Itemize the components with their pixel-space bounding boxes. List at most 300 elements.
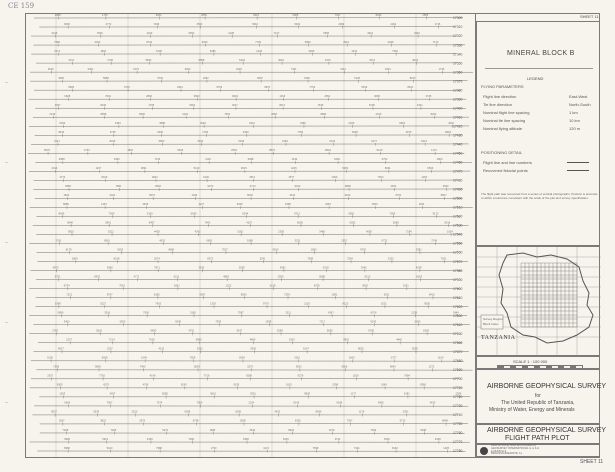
fiducial-label: 4581	[279, 266, 286, 270]
fiducial-label: 4870	[52, 266, 59, 270]
fiducial-label: 4208	[415, 266, 422, 270]
fiducial-label: 8110	[249, 122, 255, 126]
fiducial-label: 9281	[200, 122, 206, 126]
legend-divider	[485, 68, 593, 69]
fiducial-label: 8927	[58, 347, 64, 351]
fiducial-label: 1510	[291, 158, 298, 162]
fiducial-label: 6715	[124, 85, 130, 89]
fiducial-label: 9713	[399, 419, 406, 423]
fiducial-label: 8926	[288, 428, 295, 432]
fiducial-label: 8410	[428, 293, 435, 297]
fiducial-label: 4577	[288, 176, 295, 180]
fiducial-label: 7574	[156, 401, 163, 405]
fiducial-label: 3480	[319, 230, 325, 234]
fiducial-label: 9920	[67, 230, 74, 234]
fiducial-label: 7362	[392, 49, 398, 53]
flight-line-number: 17550	[453, 241, 463, 246]
fiducial-label: 4164	[390, 22, 397, 26]
fiducial-label: 7308	[62, 428, 69, 432]
fiducial-label: 4215	[290, 167, 297, 171]
flight-line-number: 17780	[453, 449, 463, 454]
fiducial-label: 4891	[127, 149, 134, 153]
fiducial-label: 8434	[58, 131, 65, 135]
fiducial-label: 7091	[119, 284, 125, 288]
fiducial-label: 7900	[143, 311, 149, 315]
fiducial-label: 2537	[47, 374, 54, 378]
fiducial-label: 3822	[100, 419, 107, 423]
fiducial-label: 5358	[243, 437, 249, 441]
fiducial-label: 5676	[149, 194, 155, 198]
fiducial-label: 8432	[94, 275, 101, 279]
fiducial-label: 1000	[331, 176, 338, 180]
fiducial-label: 3231	[294, 239, 301, 243]
fiducial-label: 8198	[113, 257, 120, 261]
fiducial-label: 2746	[431, 239, 438, 243]
flight-line-number: 17400	[453, 106, 463, 111]
fiducial-label: 3160	[344, 194, 351, 198]
fiducial-label: 6243	[180, 383, 187, 387]
legend-box	[476, 21, 600, 246]
fiducial-label: 7393	[215, 320, 222, 324]
fiducial-label: 3068	[271, 113, 277, 117]
fiducial-label: 3841	[105, 221, 111, 225]
fiducial-label: 7842	[204, 221, 211, 225]
fiducial-label: 1127	[198, 203, 204, 207]
fiducial-label: 9168	[336, 401, 343, 405]
fiducial-label: 6889	[62, 203, 69, 207]
fiducial-label: 9828	[304, 392, 310, 396]
fiducial-label: 3636	[198, 266, 205, 270]
fiducial-label: 8114	[412, 58, 419, 62]
fiducial-label: 2257	[106, 347, 113, 351]
fiducial-label: 6028	[296, 221, 303, 225]
fiducial-label: 7698	[312, 446, 319, 450]
fiducial-label: 9101	[416, 104, 423, 108]
fiducial-label: 5164	[197, 140, 204, 144]
legend-line-symbol	[567, 162, 589, 163]
fiducial-label: 4149	[149, 374, 156, 378]
fiducial-label: 2261	[402, 284, 409, 288]
fiducial-label: 7340	[108, 212, 115, 216]
fiducial-label: 5227	[100, 302, 107, 306]
fiducial-label: 1238	[411, 311, 418, 315]
fiducial-label: 3270	[247, 365, 253, 369]
fiducial-label: 7957	[106, 401, 113, 405]
fiducial-label: 2186	[348, 122, 355, 126]
fiducial-label: 2679	[139, 419, 146, 423]
fiducial-label: 5289	[277, 329, 283, 333]
fiducial-label: 3974	[279, 104, 285, 108]
fiducial-label: 3116	[294, 356, 300, 360]
fiducial-label: 6124	[329, 140, 336, 144]
fiducial-label: 3446	[453, 311, 459, 315]
title-line-2: for	[535, 393, 541, 399]
fiducial-label: 2517	[68, 58, 75, 62]
fiducial-label: 7221	[66, 293, 73, 297]
fiducial-label: 8851	[343, 338, 350, 342]
fiducial-label: 3184	[281, 140, 288, 144]
fiducial-label: 9156	[304, 76, 310, 80]
fiducial-label: 2125	[256, 49, 263, 53]
fiducial-label: 2812	[151, 176, 158, 180]
fiducial-label: 9585	[195, 338, 202, 342]
inset-caption-2: Block Index	[483, 322, 499, 326]
fiducial-label: 1615	[285, 383, 292, 387]
fiducial-label: 4440	[396, 338, 402, 342]
fiducial-label: 1222	[225, 284, 232, 288]
fiducial-label: 1794	[83, 149, 90, 153]
fiducial-label: 5010	[252, 22, 259, 26]
fiducial-label: 6536	[427, 167, 434, 171]
fiducial-label: 9550	[424, 302, 430, 306]
fiducial-label: 8941	[407, 85, 414, 89]
fiducial-label: 2509	[277, 275, 284, 279]
fiducial-label: 2936	[387, 40, 394, 44]
fiducial-label: 4107	[246, 221, 253, 225]
fiducial-label: 2014	[51, 167, 58, 171]
fiducial-label: 4279	[103, 383, 109, 387]
fiducial-label: 3484	[114, 122, 121, 126]
fiducial-label: 6358	[184, 410, 191, 414]
fiducial-label: 5862	[158, 140, 165, 144]
fiducial-label: 9152	[294, 185, 301, 189]
fiducial-label: 2074	[154, 257, 160, 261]
fiducial-label: 6928	[64, 94, 71, 98]
fiducial-label: 3095	[374, 94, 381, 98]
fiducial-label: 6426	[51, 31, 58, 35]
fiducial-label: 9922	[295, 365, 302, 369]
fiducial-label: 9373	[207, 185, 214, 189]
fiducial-label: 5620	[96, 329, 102, 333]
fiducial-label: 7523	[377, 176, 384, 180]
fiducial-label: 7591	[224, 113, 231, 117]
fiducial-label: 4858	[65, 185, 71, 189]
fiducial-label: 3046	[360, 266, 367, 270]
fiducial-label: 6147	[303, 347, 309, 351]
fiducial-label: 1260	[421, 176, 428, 180]
fiducial-label: 9712	[294, 212, 300, 216]
fiducial-label: 5231	[380, 302, 387, 306]
legend-row-value: 120 m	[569, 126, 581, 131]
legend-section-positioning: POSITIONING DETAIL	[481, 150, 523, 155]
fiducial-label: 4568	[168, 248, 175, 252]
fiducial-label: 5140	[193, 167, 200, 171]
fiducial-label: 6957	[257, 76, 263, 80]
fiducial-label: 5301	[87, 67, 94, 71]
fiducial-label: 5300	[250, 347, 257, 351]
fiducial-label: 7959	[196, 401, 203, 405]
fiducial-label: 9005	[56, 383, 63, 387]
legend-heading: LEGEND	[527, 76, 544, 81]
fiducial-label: 3888	[159, 122, 166, 126]
flight-line-number: 17360	[453, 70, 463, 75]
fiducial-label: 4633	[429, 401, 436, 405]
fiducial-label: 6286	[209, 49, 216, 53]
flight-line-number: 17500	[453, 196, 463, 201]
fiducial-label: 8986	[64, 446, 70, 450]
fiducial-label: 4059	[365, 230, 372, 234]
surveyor-logo-icon	[480, 447, 488, 455]
fiducial-label: 8707	[106, 293, 113, 297]
fiducial-label: 2533	[196, 22, 203, 26]
fiducial-label: 5990	[304, 40, 311, 44]
fiducial-label: 1597	[341, 239, 348, 243]
fiducial-label: 8596	[315, 410, 322, 414]
fiducial-label: 7021	[440, 257, 447, 261]
fiducial-label: 6490	[157, 131, 164, 135]
fiducial-label: 3713	[249, 185, 256, 189]
fiducial-label: 8457	[148, 221, 155, 225]
fiducial-label: 5136	[47, 356, 53, 360]
flight-line-number: 17420	[453, 124, 463, 129]
fiducial-label: 1177	[350, 392, 357, 396]
fiducial-label: 1075	[133, 67, 139, 71]
fiducial-label: 1685	[209, 428, 216, 432]
legend-note-1: The flight path was recovered from a series of vertical photographs. Position is accurate	[481, 192, 598, 196]
fiducial-label: 1833	[371, 203, 378, 207]
fiducial-label: 6916	[253, 14, 259, 17]
fiducial-label: 8993	[445, 131, 451, 135]
fiducial-label: 1303	[210, 302, 216, 306]
fiducial-label: 5339	[93, 410, 100, 414]
fiducial-label: 7784	[297, 131, 304, 135]
fiducial-label: 9809	[95, 365, 101, 369]
fiducial-label: 7347	[346, 419, 353, 423]
fiducial-label: 9634	[232, 94, 238, 98]
fiducial-label: 1173	[431, 149, 437, 153]
fiducial-label: 6190	[146, 437, 153, 441]
fiducial-label: 3164	[289, 194, 296, 198]
fiducial-label: 8019	[101, 176, 108, 180]
fiducial-label: 4632	[159, 239, 166, 243]
fiducial-label: 6790	[368, 329, 375, 333]
fiducial-label: 6498	[284, 203, 291, 207]
flight-line-number: 17590	[453, 277, 463, 282]
fiducial-label: 7792	[99, 374, 105, 378]
side-panel	[475, 14, 607, 457]
fiducial-label: 1716	[434, 22, 441, 26]
fiducial-label: 5692	[414, 320, 421, 324]
flight-lines-svg	[26, 14, 475, 457]
fiducial-label: 1545	[317, 104, 324, 108]
margin-tick-1: –	[5, 80, 9, 86]
fiducial-label: 1640	[348, 356, 355, 360]
fiducial-label: 4949	[414, 31, 420, 35]
fiducial-label: 4865	[223, 275, 229, 279]
fiducial-label: 9015	[240, 167, 247, 171]
legend-line-symbol	[567, 170, 589, 171]
fiducial-label: 8031	[384, 167, 391, 171]
fiducial-label: 5752	[381, 158, 388, 162]
flight-line-number: 17320	[453, 34, 463, 39]
flight-line-number: 17760	[453, 431, 463, 436]
fiducial-label: 7434	[353, 446, 360, 450]
fiducial-label: 9321	[383, 293, 390, 297]
fiducial-label: 9692	[155, 185, 161, 189]
fiducial-label: 3247	[236, 329, 243, 333]
fiducial-label: 2800	[146, 94, 153, 98]
fiducial-label: 4970	[405, 131, 412, 135]
fiducial-label: 2202	[387, 257, 394, 261]
flight-line-number: 17720	[453, 395, 463, 400]
inset-map-box	[476, 246, 600, 356]
fiducial-label: 3486	[299, 122, 306, 126]
margin-tick-5: –	[5, 400, 9, 406]
fiducial-label: 6574	[370, 311, 377, 315]
fiducial-label: 1929	[203, 176, 209, 180]
handwritten-catalog-note: CE 159	[8, 2, 35, 10]
fiducial-label: 2809	[239, 419, 246, 423]
fiducial-label: 4421	[109, 194, 116, 198]
fiducial-label: 4751	[188, 329, 195, 333]
fiducial-label: 4943	[367, 31, 373, 35]
flight-line-number: 17750	[453, 422, 463, 427]
fiducial-label: 5486	[292, 14, 299, 17]
fiducial-label: 7490	[139, 365, 146, 369]
fiducial-label: 2654	[324, 94, 331, 98]
flight-line-number: 17670	[453, 349, 463, 354]
fiducial-label: 5052	[188, 31, 195, 35]
fiducial-label: 5125	[354, 76, 361, 80]
fiducial-label: 3060	[348, 212, 355, 216]
fiducial-label: 2763	[52, 329, 58, 333]
legend-row-value: 10 km	[569, 118, 580, 123]
margin-tick-2: –	[5, 160, 9, 166]
legend-section-flying: FLYING PARAMETERS	[481, 84, 524, 89]
fiducial-label: 8646	[390, 365, 396, 369]
flight-line-number: 17740	[453, 413, 463, 418]
legend-row-label: Nominal flying altitude	[483, 126, 523, 131]
fiducial-label: 6575	[44, 149, 50, 153]
fiducial-label: 1063	[59, 392, 66, 396]
scale-box	[476, 356, 600, 369]
fiducial-label: 7626	[148, 338, 155, 342]
fiducial-label: 4403	[153, 230, 160, 234]
fiducial-label: 2585	[422, 14, 429, 17]
fiducial-label: 8556	[240, 293, 247, 297]
fiducial-label: 6052	[349, 221, 356, 225]
margin-tick-3: –	[5, 240, 9, 246]
flight-line-number: 17310	[453, 25, 463, 30]
fiducial-label: 5986	[106, 266, 113, 270]
flight-path-plot	[26, 14, 475, 457]
fiducial-label: 4450	[390, 185, 397, 189]
fiducial-label: 7603	[155, 302, 162, 306]
fiducial-label: 5315	[102, 437, 109, 441]
fiducial-label: 6218	[269, 284, 276, 288]
plot-title-line-1: AIRBORNE GEOPHYSICAL SURVEY	[487, 427, 607, 434]
fiducial-label: 1045	[141, 356, 147, 360]
fiducial-label: 1869	[71, 257, 78, 261]
fiducial-label: 7047	[334, 14, 341, 17]
fiducial-label: 4002	[448, 122, 455, 126]
fiducial-label: 4039	[236, 67, 242, 71]
flight-line-number: 17730	[453, 404, 463, 409]
fiducial-label: 1804	[100, 49, 107, 53]
fiducial-label: 1862	[310, 248, 317, 252]
fiducial-label: 2145	[49, 113, 56, 117]
fiducial-label: 5105	[368, 104, 375, 108]
fiducial-label: 7214	[108, 338, 115, 342]
fiducial-label: 6211	[173, 275, 180, 279]
flight-line-number: 17410	[453, 115, 463, 120]
fiducial-label: 4955	[58, 76, 65, 80]
margin-tick-4: –	[5, 320, 9, 326]
legend-row-label: Recovered fiducial points	[483, 168, 528, 173]
fiducial-label: 1891	[331, 293, 338, 297]
legend-row-value: 1 km	[569, 110, 578, 115]
fiducial-label: 3649	[142, 203, 149, 207]
fiducial-label: 2694	[238, 356, 245, 360]
fiducial-label: 4869	[249, 338, 256, 342]
fiducial-label: 8162	[392, 446, 398, 450]
fiducial-label: 3452	[274, 410, 281, 414]
country-label: TANZANIA	[481, 335, 516, 341]
fiducial-label: 3515	[278, 58, 284, 62]
flight-line-number: 17580	[453, 268, 463, 273]
fiducial-label: 5398	[54, 302, 61, 306]
fiducial-label: 9240	[175, 320, 182, 324]
fiducial-label: 6277	[371, 140, 378, 144]
flight-line-number: 17570	[453, 259, 463, 264]
flight-line-number: 17370	[453, 79, 463, 84]
fiducial-label: 7133	[154, 158, 161, 162]
fiducial-label: 2377	[390, 356, 397, 360]
fiducial-label: 8213	[364, 275, 371, 279]
fiducial-label: 5922	[294, 22, 301, 26]
fiducial-label: 9653	[399, 122, 406, 126]
fiducial-label: 3182	[237, 230, 243, 234]
fiducial-label: 8123	[342, 302, 349, 306]
flight-line-number: 17380	[453, 88, 463, 93]
fiducial-label: 4961	[177, 85, 183, 89]
fiducial-label: 9661	[210, 392, 216, 396]
flight-line-number: 17630	[453, 313, 463, 318]
fiducial-label: 1949	[381, 383, 387, 387]
map-title: MINERAL BLOCK B	[507, 50, 575, 57]
fiducial-label: 3516	[104, 311, 111, 315]
fiducial-label: 1917	[95, 167, 102, 171]
fiducial-label: 8273	[207, 257, 214, 261]
fiducial-label: 5588	[319, 275, 325, 279]
flight-line-number: 17660	[453, 340, 463, 345]
fiducial-label: 6318	[322, 266, 329, 270]
fiducial-label: 7909	[370, 428, 377, 432]
fiducial-label: 7594	[347, 257, 353, 261]
fiducial-label: 5833	[145, 58, 152, 62]
fiducial-label: 8945	[58, 212, 65, 216]
fiducial-label: 8329	[109, 140, 116, 144]
fiducial-label: 8280	[246, 374, 252, 378]
fiducial-label: 9770	[263, 302, 269, 306]
fiducial-label: 9595	[323, 31, 330, 35]
fiducial-label: 1920	[288, 338, 295, 342]
fiducial-label: 4772	[105, 22, 112, 26]
flight-line-number: 17700	[453, 377, 463, 382]
fiducial-label: 1538	[265, 320, 272, 324]
flight-line-number: 17480	[453, 178, 463, 183]
fiducial-label: 6701	[395, 194, 402, 198]
fiducial-label: 1745	[438, 67, 445, 71]
fiducial-label: 4347	[328, 311, 334, 315]
flight-line-number: 17650	[453, 331, 463, 336]
fiducial-label: 3457	[109, 392, 116, 396]
fiducial-label: 3688	[58, 158, 65, 162]
fiducial-label: 5241	[259, 257, 266, 261]
fiducial-label: 1979	[328, 428, 335, 432]
fiducial-label: 9340	[201, 40, 208, 44]
fiducial-label: 1576	[324, 58, 331, 62]
